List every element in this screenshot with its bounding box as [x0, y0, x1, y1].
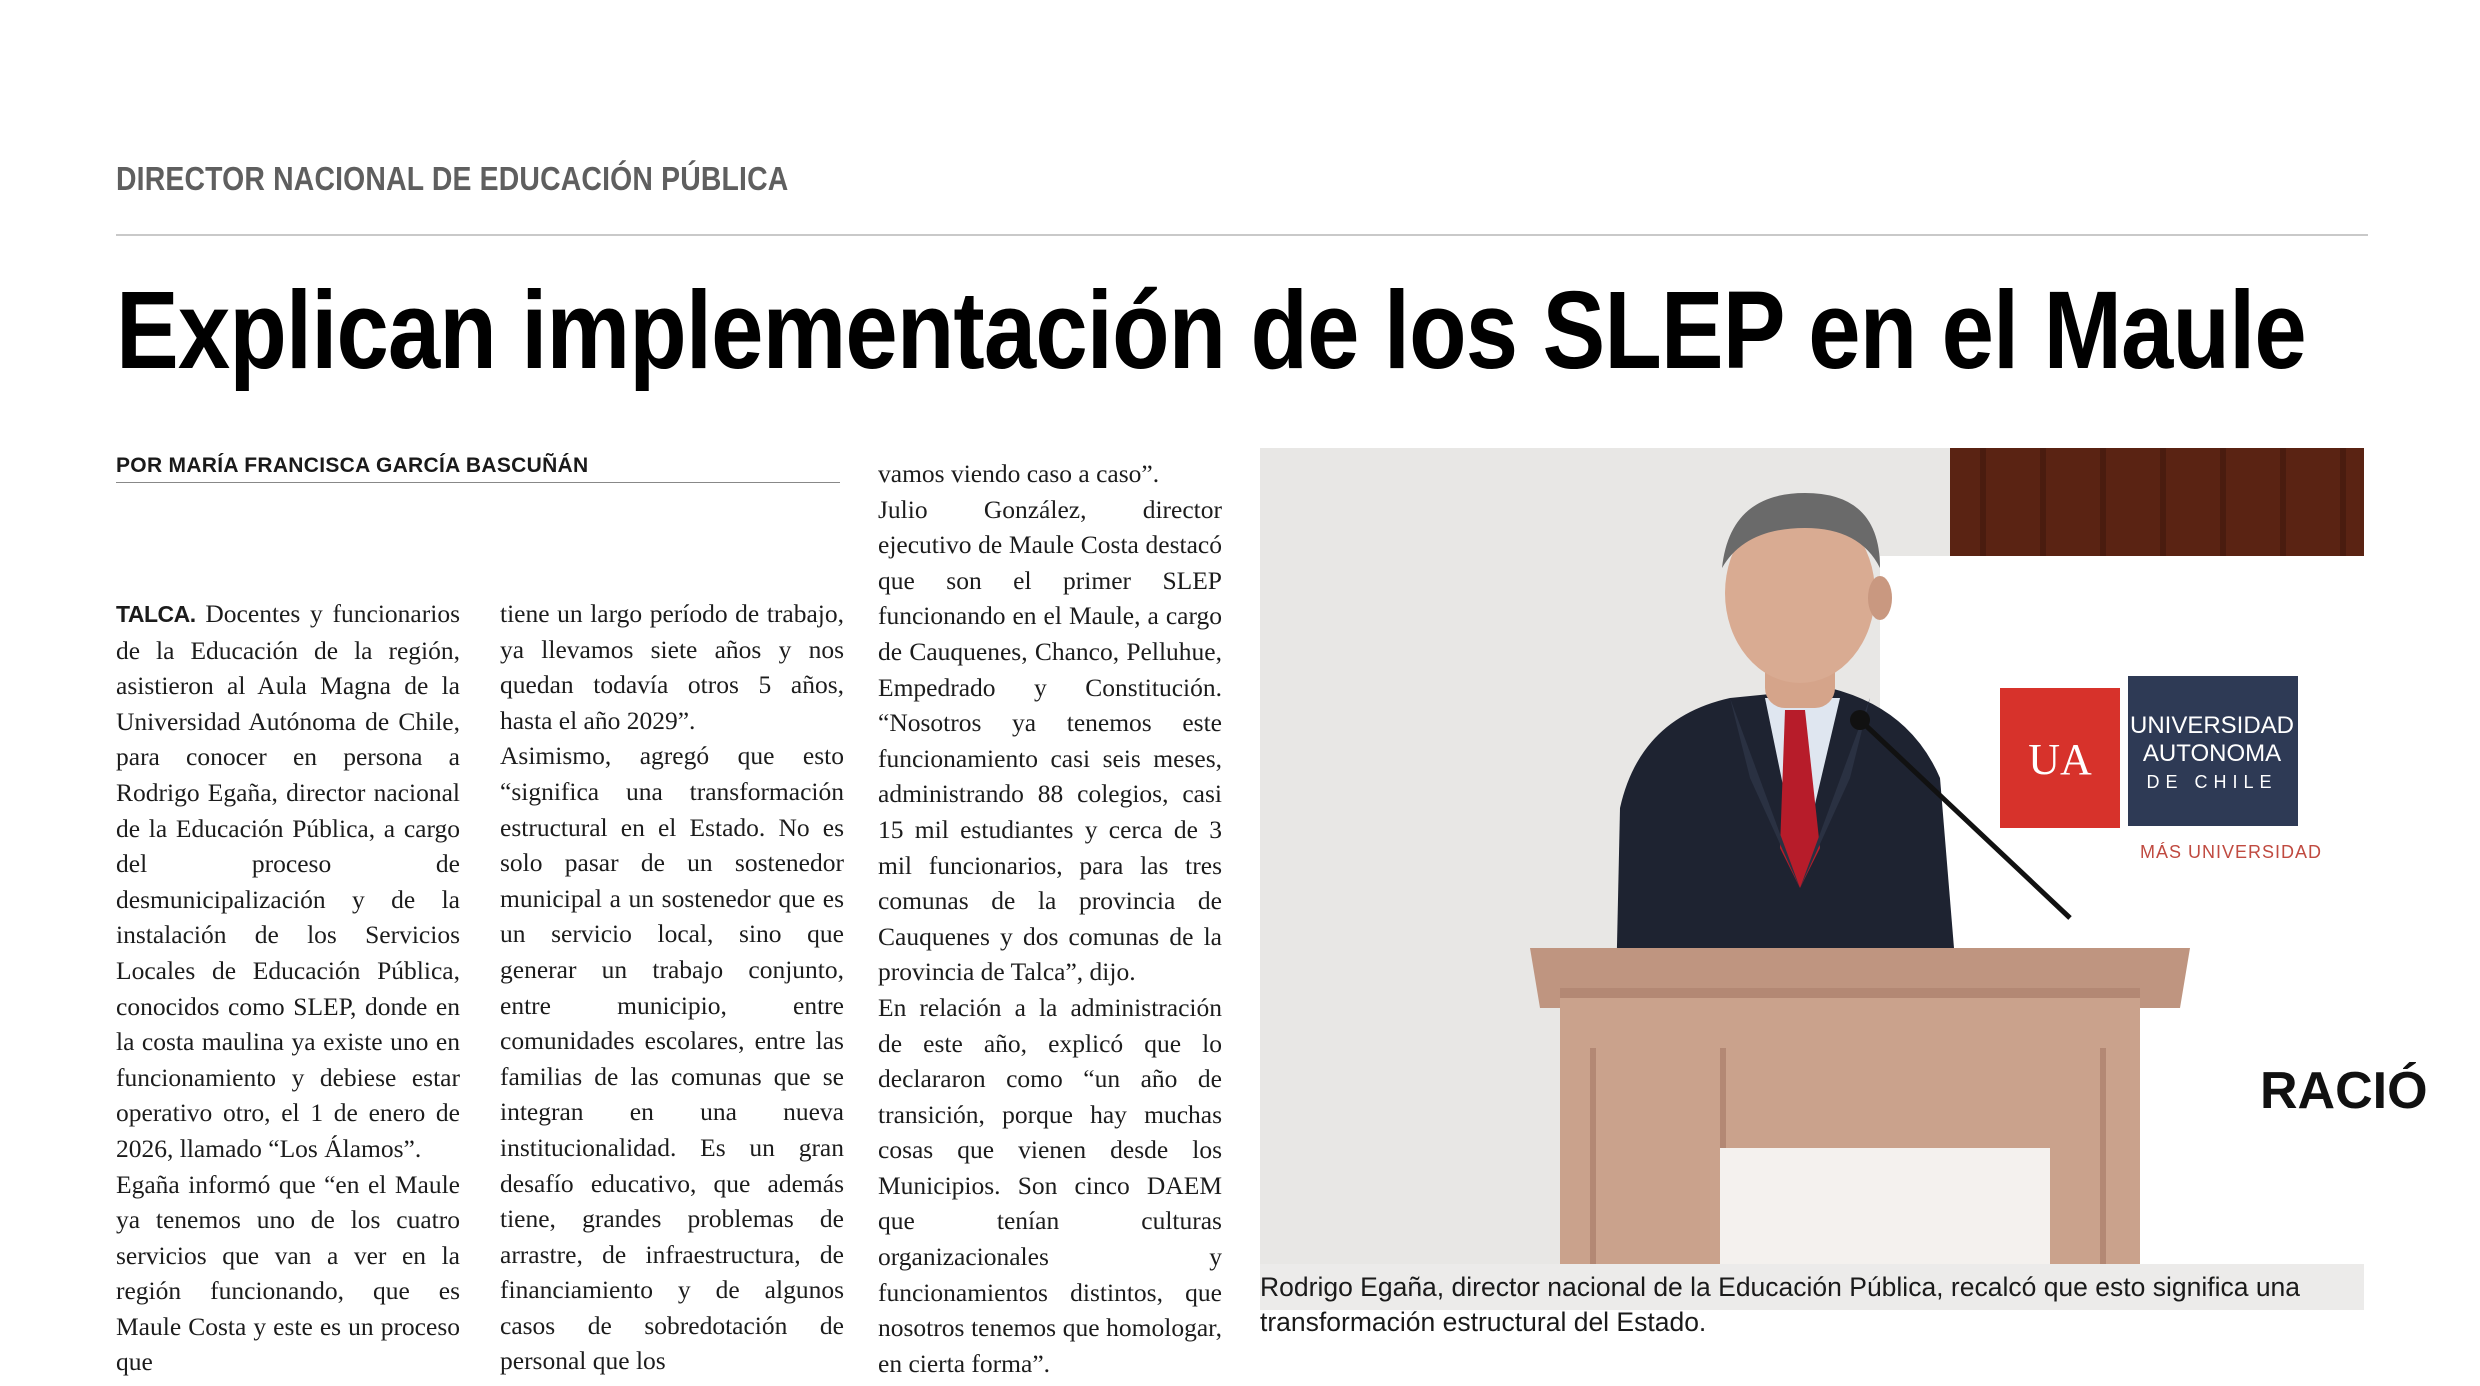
article-column-2 — [500, 596, 844, 1379]
dateline: TALCA. — [116, 601, 196, 627]
paragraph: vamos viendo caso a caso”. — [878, 459, 1160, 488]
section-kicker: DIRECTOR NACIONAL DE EDUCACIÓN PÚBLICA — [116, 160, 789, 197]
article-photo — [1260, 448, 2428, 1264]
paragraph: Julio González, director ejecutivo de Maule Costa destacó que son el primer SLEP funcionando en el Maule, a cargo de Cauquenes, Chanco, Pelluhue, Empedrado y Constitución. “Nosotros ya tenemos este funcionamiento casi seis meses, administrando 88 colegios, casi 15 mil estudiantes y cerca de 3 mil funcionarios, para las tres comunas de la provincia de Cauquenes y dos comunas de la provincia de Talca”, dijo. — [878, 494, 1222, 987]
photo-caption: Rodrigo Egaña, director nacional de la Educación Pública, recalcó que esto significa una transformación estructural del Estado. — [1260, 1272, 2301, 1337]
university-name-line1: UNIVERSIDAD — [2129, 712, 2295, 739]
podium — [1530, 948, 2190, 1264]
university-name-line2: AUTONOMA — [2142, 740, 2282, 767]
paragraph: tiene un largo período de trabajo, ya llevamos siete años y nos quedan todavía otros 5 años, hasta el año 2029”. — [500, 599, 844, 735]
byline-divider — [116, 482, 840, 483]
speaker-photo-illustration — [1260, 448, 2428, 1264]
article-headline: Explican implementación de los SLEP en el Maule — [116, 269, 2306, 392]
university-tagline: MÁS UNIVERSIDAD — [2140, 842, 2323, 862]
paragraph — [116, 596, 460, 1167]
byline-author: POR MARÍA FRANCISCA GARCÍA BASCUÑÁN — [116, 454, 589, 477]
microphone-head — [1850, 710, 1870, 730]
logo-monogram: UA — [2028, 735, 2092, 784]
header-divider — [116, 234, 2368, 236]
paragraph-text: Docentes y funcionarios de la Educación de la región, asistieron al Aula Magna de la Universidad Autónoma de Chile, para conocer en persona a Rodrigo Egaña, director nacional de la Educación Pública, a cargo del proceso de desmunicipalización y de la instalación de los Servicios Locales de Educación Pública, conocidos como SLEP, donde en la costa maulina ya existe uno en funcionamiento y debiese estar operativo otro, el 1 de enero de 2026, llamado “Los Álamos”. — [116, 599, 461, 1163]
paragraph: Egaña informó que “en el Maule ya tenemos uno de los cuatro servicios que van a ver en la región funcionando, que es Maule Costa y este es un proceso que — [116, 1169, 460, 1377]
article-column-1 — [116, 596, 460, 1380]
paragraph: En relación a la administración de este año, explicó que lo declararon como “un año de transición, porque hay muchas cosas que vienen desde los Municipios. Son cinco DAEM que tenían culturas organizacionales y funcionamientos distintos, que nosotros tenemos que homologar, en cierta forma”. — [878, 992, 1222, 1378]
university-name-line3: DE CHILE — [2146, 772, 2278, 792]
banner-partial-word: RACIÓ — [2260, 1062, 2428, 1120]
wood-wall — [1950, 448, 2364, 568]
paragraph: Asimismo, agregó que esto “significa una transformación estructural en el Estado. No es solo pasar de un sostenedor municipal a un sostenedor que es un servicio local, sino que generar un trabajo conjunto, entre municipio, entre comunidades escolares, entre las familias de las comunas que se integran en una nueva institucionalidad. Es un gran desafío educativo, que además tiene, grandes problemas de arrastre, de infraestructura, de financiamiento y de algunos casos de sobredotación de personal que los — [500, 741, 844, 1376]
article-column-3 — [878, 456, 1222, 1381]
